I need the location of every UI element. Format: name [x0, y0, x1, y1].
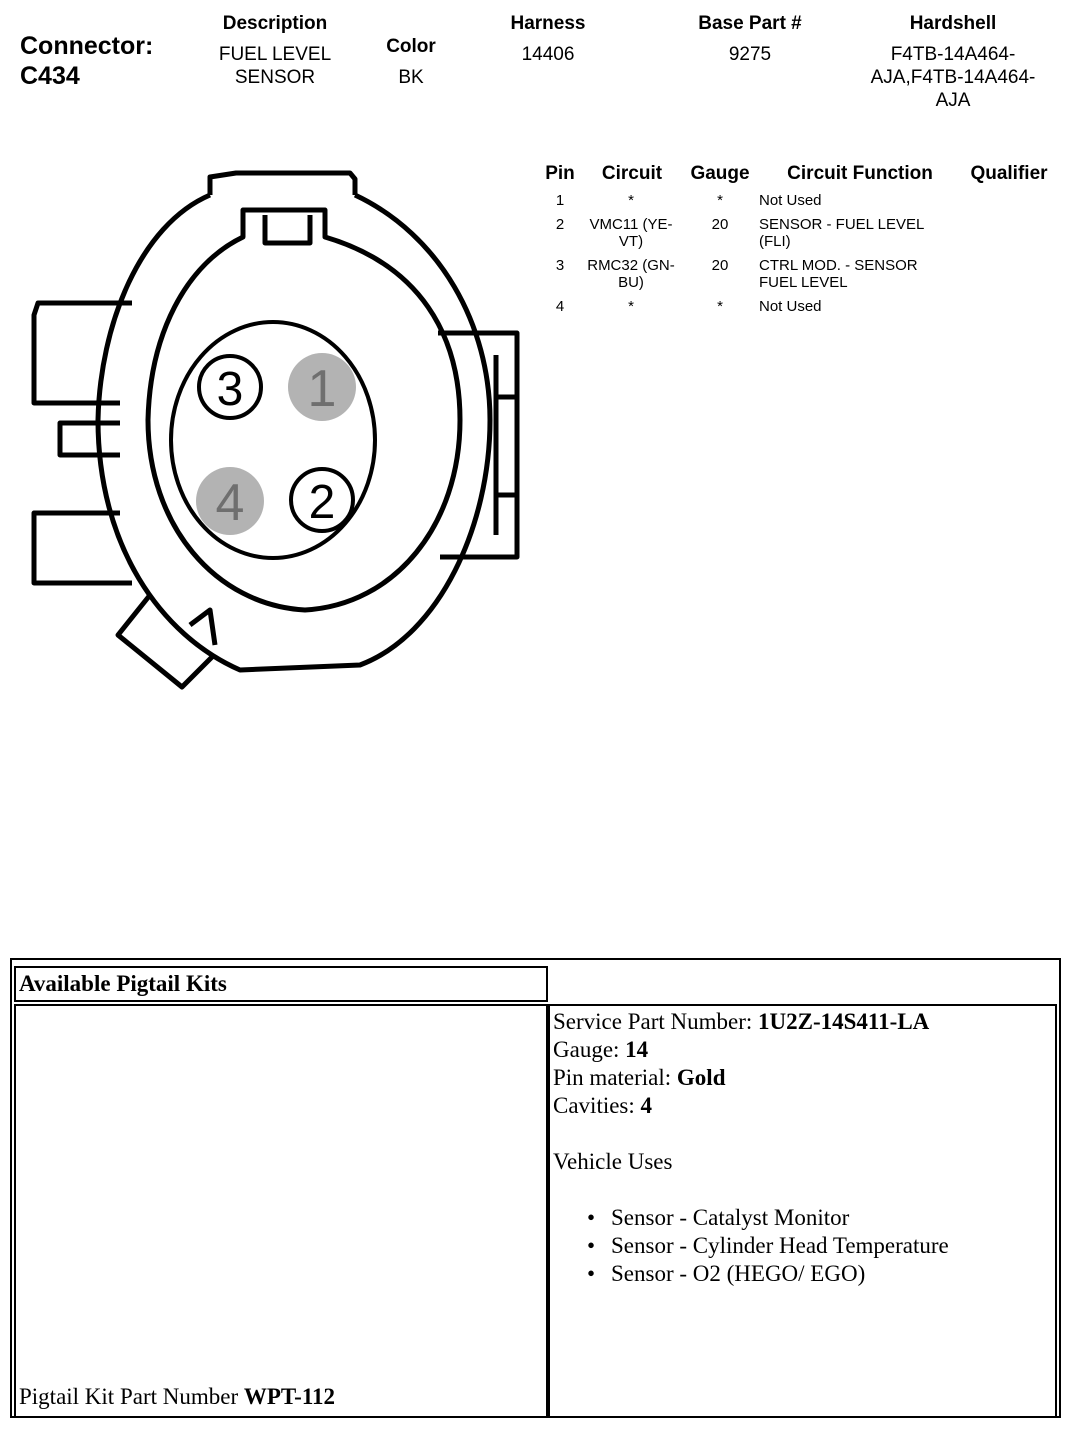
pin-table-cell-function: Not Used	[759, 298, 822, 315]
pin-table-cell-gauge: 20	[711, 257, 729, 274]
pigtail-details	[553, 1008, 1053, 1288]
vehicle-uses-label: Vehicle Uses	[553, 1149, 673, 1174]
pin-table-cell-gauge: *	[717, 298, 723, 315]
pin-table-cell-function: CTRL MOD. - SENSOR FUEL LEVEL	[759, 257, 918, 291]
pin-table-header-function: Circuit Function	[787, 163, 933, 184]
pigtail-image-cell	[14, 1004, 548, 1418]
pin-table-cell-pin: 4	[555, 298, 565, 315]
pin-material: Pin material: Gold	[553, 1065, 726, 1090]
pin-table-cell-function: SENSOR - FUEL LEVEL (FLI)	[759, 216, 924, 250]
harness-header: Harness	[510, 13, 586, 34]
pin-table-cell-gauge: 20	[711, 216, 729, 233]
pin-table-header-pin: Pin	[545, 163, 575, 184]
base-part-value: 9275	[728, 44, 772, 65]
pin-table-cell-gauge: *	[717, 192, 723, 209]
pin-table-header-gauge: Gauge	[690, 163, 750, 184]
cavities: Cavities: 4	[553, 1093, 653, 1118]
base-part-header: Base Part #	[698, 13, 802, 34]
pin-table-cell-pin: 1	[555, 192, 565, 209]
pin-table-cell-circuit: VMC11 (YE-VT)	[589, 216, 673, 250]
pin-table-cell-function: Not Used	[759, 192, 822, 209]
svg-text:2: 2	[308, 476, 336, 529]
pin-table-header-qualifier: Qualifier	[970, 163, 1048, 184]
harness-value: 14406	[521, 44, 575, 65]
pin-4	[196, 467, 264, 535]
pin-table-cell-pin: 2	[555, 216, 565, 233]
connector-label: Connector:	[20, 32, 154, 60]
pin-2	[291, 469, 353, 531]
pin-table-header-circuit: Circuit	[601, 163, 663, 184]
connector-face-diagram	[20, 165, 530, 715]
list-item: • Sensor - Cylinder Head Temperature	[583, 1232, 1053, 1260]
pin-table-cell-circuit: *	[628, 192, 634, 209]
pin-3	[199, 356, 261, 418]
description-value: FUEL LEVEL SENSOR	[218, 44, 332, 88]
pin-table-cell-circuit: *	[628, 298, 634, 315]
pin-table-cell-circuit: RMC32 (GN-BU)	[587, 257, 675, 291]
description-header: Description	[222, 13, 328, 34]
hardshell-header: Hardshell	[909, 13, 997, 34]
service-part-number: Service Part Number: 1U2Z-14S411-LA	[553, 1009, 930, 1034]
color-header: Color	[386, 36, 436, 57]
vehicle-uses-list	[583, 1204, 1053, 1288]
color-value: BK	[398, 67, 424, 88]
svg-text:1: 1	[307, 360, 337, 418]
svg-text:3: 3	[216, 363, 244, 416]
connector-id: C434	[20, 62, 80, 90]
pin-table-cell-pin: 3	[555, 257, 565, 274]
pin-1	[288, 353, 356, 421]
svg-text:4: 4	[215, 474, 245, 532]
hardshell-value: F4TB-14A464-AJA,F4TB-14A464-AJA	[870, 44, 1036, 111]
gauge: Gauge: 14	[553, 1037, 649, 1062]
pigtail-kit-part-number: Pigtail Kit Part Number WPT-112	[19, 1384, 336, 1409]
list-item: • Sensor - Catalyst Monitor	[583, 1204, 1053, 1232]
pigtail-title: Available Pigtail Kits	[19, 971, 227, 996]
list-item: • Sensor - O2 (HEGO/ EGO)	[583, 1260, 1053, 1288]
